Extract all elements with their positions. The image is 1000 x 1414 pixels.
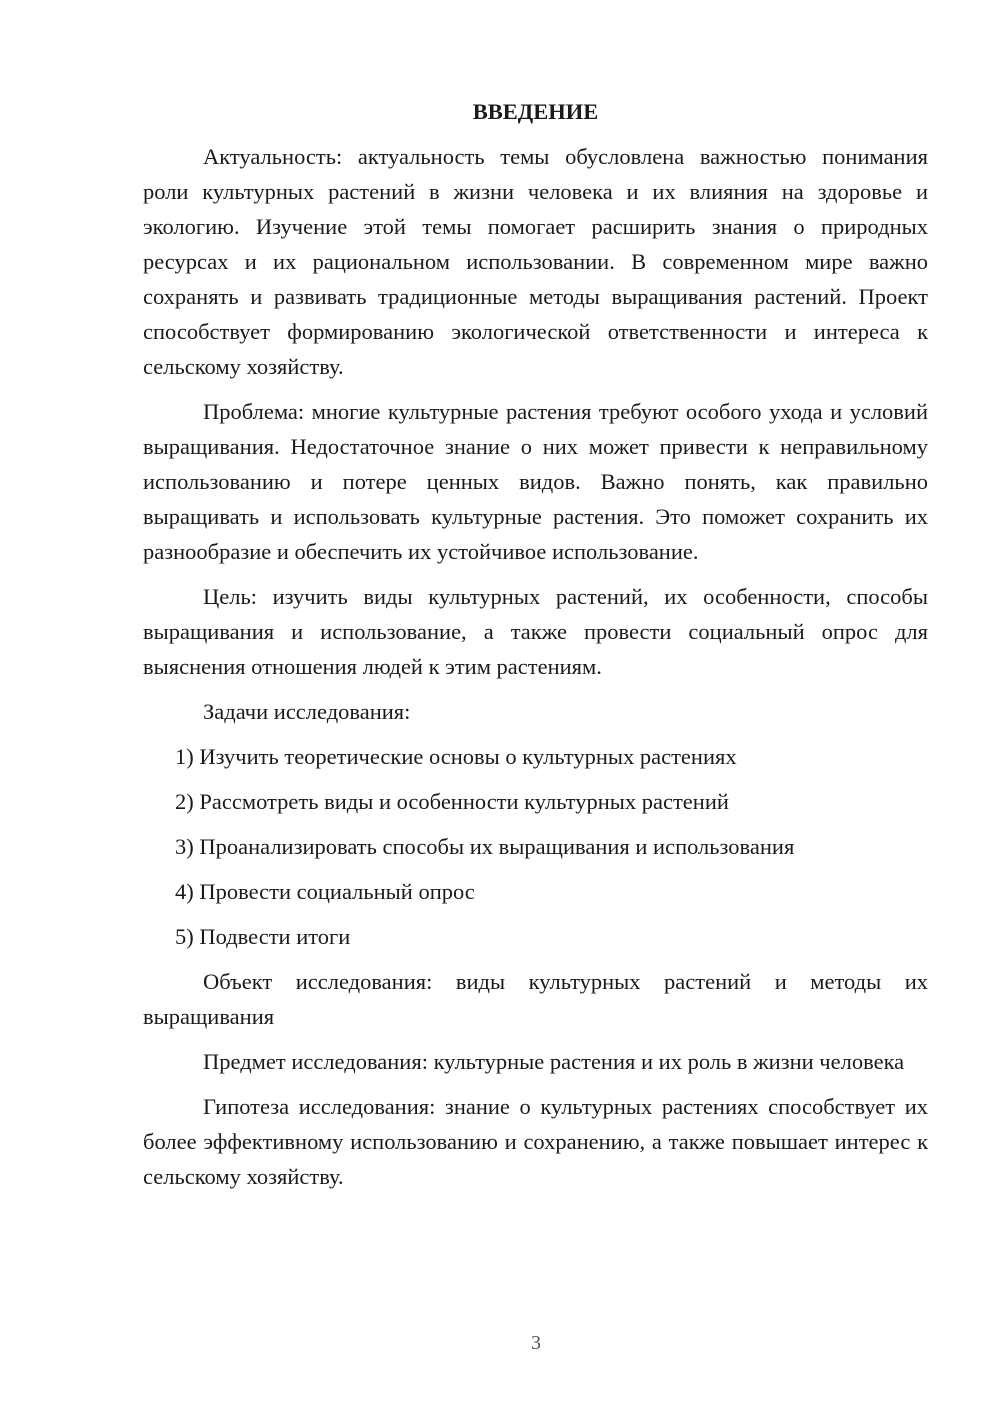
object-paragraph: Объект исследования: виды культурных растений и методы их выращивания [143, 969, 928, 1029]
subject-paragraph: Предмет исследования: культурные растения и их роль в жизни человека [203, 1049, 905, 1074]
page-number: 3 [531, 1332, 541, 1354]
task-item: 4) Провести социальный опрос [175, 879, 475, 904]
relevance-paragraph: Актуальность: актуальность темы обусловлена важностью понимания роли культурных растений в жизни человека и их влияния на здоровье и экологию. Изучение этой темы помогает расширить знания о природных ресурсах и их рациональном использовании. В современном мире важно сохранять и развивать традиционные методы выращивания растений. Проект способствует формированию экологической ответственности и интереса к сельскому хозяйству. [143, 144, 928, 379]
hypothesis-paragraph: Гипотеза исследования: знание о культурных растениях способствует их более эффективному использованию и сохранению, а также повышает интерес к сельскому хозяйству. [143, 1094, 928, 1189]
task-item: 2) Рассмотреть виды и особенности культурных растений [175, 789, 729, 814]
page-title: ВВЕДЕНИЕ [472, 99, 599, 124]
task-item: 5) Подвести итоги [175, 924, 351, 949]
problem-paragraph: Проблема: многие культурные растения требуют особого ухода и условий выращивания. Недостаточное знание о них может привести к неправильному использованию и потере ценных видов. Важно понять, как правильно выращивать и использовать культурные растения. Это поможет сохранить их разнообразие и обеспечить их устойчивое использование. [143, 399, 928, 564]
tasks-heading: Задачи исследования: [203, 699, 411, 724]
goal-paragraph: Цель: изучить виды культурных растений, их особенности, способы выращивания и использование, а также провести социальный опрос для выяснения отношения людей к этим растениям. [143, 584, 928, 679]
task-item: 3) Проанализировать способы их выращивания и использования [175, 834, 795, 859]
task-item: 1) Изучить теоретические основы о культурных растениях [175, 744, 737, 769]
tasks-list [143, 739, 928, 954]
document-page [143, 94, 928, 1204]
